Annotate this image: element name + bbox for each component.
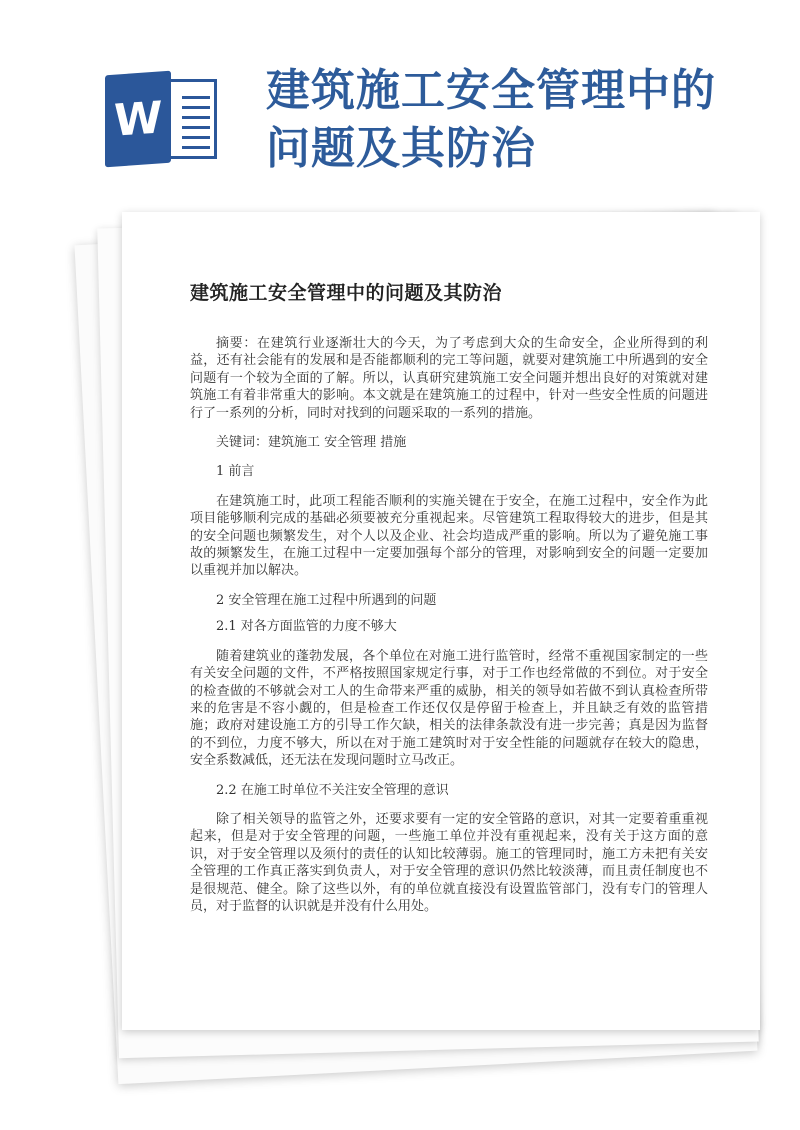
section-2-heading: 2 安全管理在施工过程中所遇到的问题	[216, 592, 437, 608]
section-2-1-paragraph: 随着建筑业的蓬勃发展，各个单位在对施工进行监管时，经常不重视国家制定的一些有关安全问题的文件，不严格按照国家规定行事，对于工作也经常做的不到位。对于安全的检查做的不够就会对工人的生命带来严重的威胁，相关的领导如若做不到认真检查所带来的危害是不容小觑的，但是检查工作还仅仅是停留于检查上，并且缺乏有效的监管措施；政府对建设施工方的引导工作欠缺，相关的法律条款没有进一步完善；真是因为监督的不到位，力度不够大，所以在对于施工建筑时对于安全性能的问题就存在较大的隐患，安全系数减低，还无法在发现问题时立马改正。	[190, 648, 708, 769]
section-2-2-paragraph: 除了相关领导的监管之外，还要求要有一定的安全管路的意识，对其一定要着重重视起来，但是对于安全管理的问题，一些施工单位并没有重视起来，没有关于这方面的意识，对于安全管理以及须付的责任的认知比较薄弱。施工的管理同时，施工方未把有关安全管理的工作真正落实到负责人，对于安全管理的意识仍然比较淡薄，而且责任制度也不是很规范、健全。除了这些以外，有的单位就直接没有设置监管部门，没有专门的管理人员，对于监督的认识就是并没有什么用处。	[190, 811, 708, 914]
document-page	[122, 212, 760, 1030]
section-2-2-heading: 2.2 在施工时单位不关注安全管理的意识	[216, 782, 449, 798]
abstract-paragraph: 摘要：在建筑行业逐渐壮大的今天，为了考虑到大众的生命安全，企业所得到的利益，还有社会能有的发展和是否能都顺利的完工等问题，就要对建筑施工中所遇到的安全问题有一个较为全面的了解。所以，认真研究建筑施工安全问题并想出良好的对策就对建筑施工有着非常重大的影响。本文就是在建筑施工的过程中，针对一些安全性质的问题进行了一系列的分析，同时对找到的问题采取的一系列的措施。	[190, 336, 708, 421]
word-document-icon	[105, 73, 217, 165]
banner-title-line1: 建筑施工安全管理中的	[266, 65, 716, 116]
banner	[0, 0, 800, 200]
banner-title-line2: 问题及其防治	[266, 123, 536, 174]
section-1-paragraph: 在建筑施工时，此项工程能否顺利的实施关键在于安全，在施工过程中，安全作为此项目能够顺利完成的基础必须要被充分重视起来。尽管建筑工程取得较大的进步，但是其的安全问题也频繁发生，对个人以及企业、社会均造成严重的影响。所以为了避免施工事故的频繁发生，在施工过程中一定要加强每个部分的管理，对影响到安全的问题一定要加以重视并加以解决。	[190, 493, 708, 579]
section-2-1-heading: 2.1 对各方面监管的力度不够大	[216, 619, 397, 635]
banner-title	[266, 62, 736, 178]
keywords-line: 关键词：建筑施工 安全管理 措施	[216, 435, 407, 451]
word-letter-badge: W	[105, 71, 171, 168]
document-title: 建筑施工安全管理中的问题及其防治	[190, 282, 503, 304]
section-1-heading: 1 前言	[216, 464, 255, 480]
